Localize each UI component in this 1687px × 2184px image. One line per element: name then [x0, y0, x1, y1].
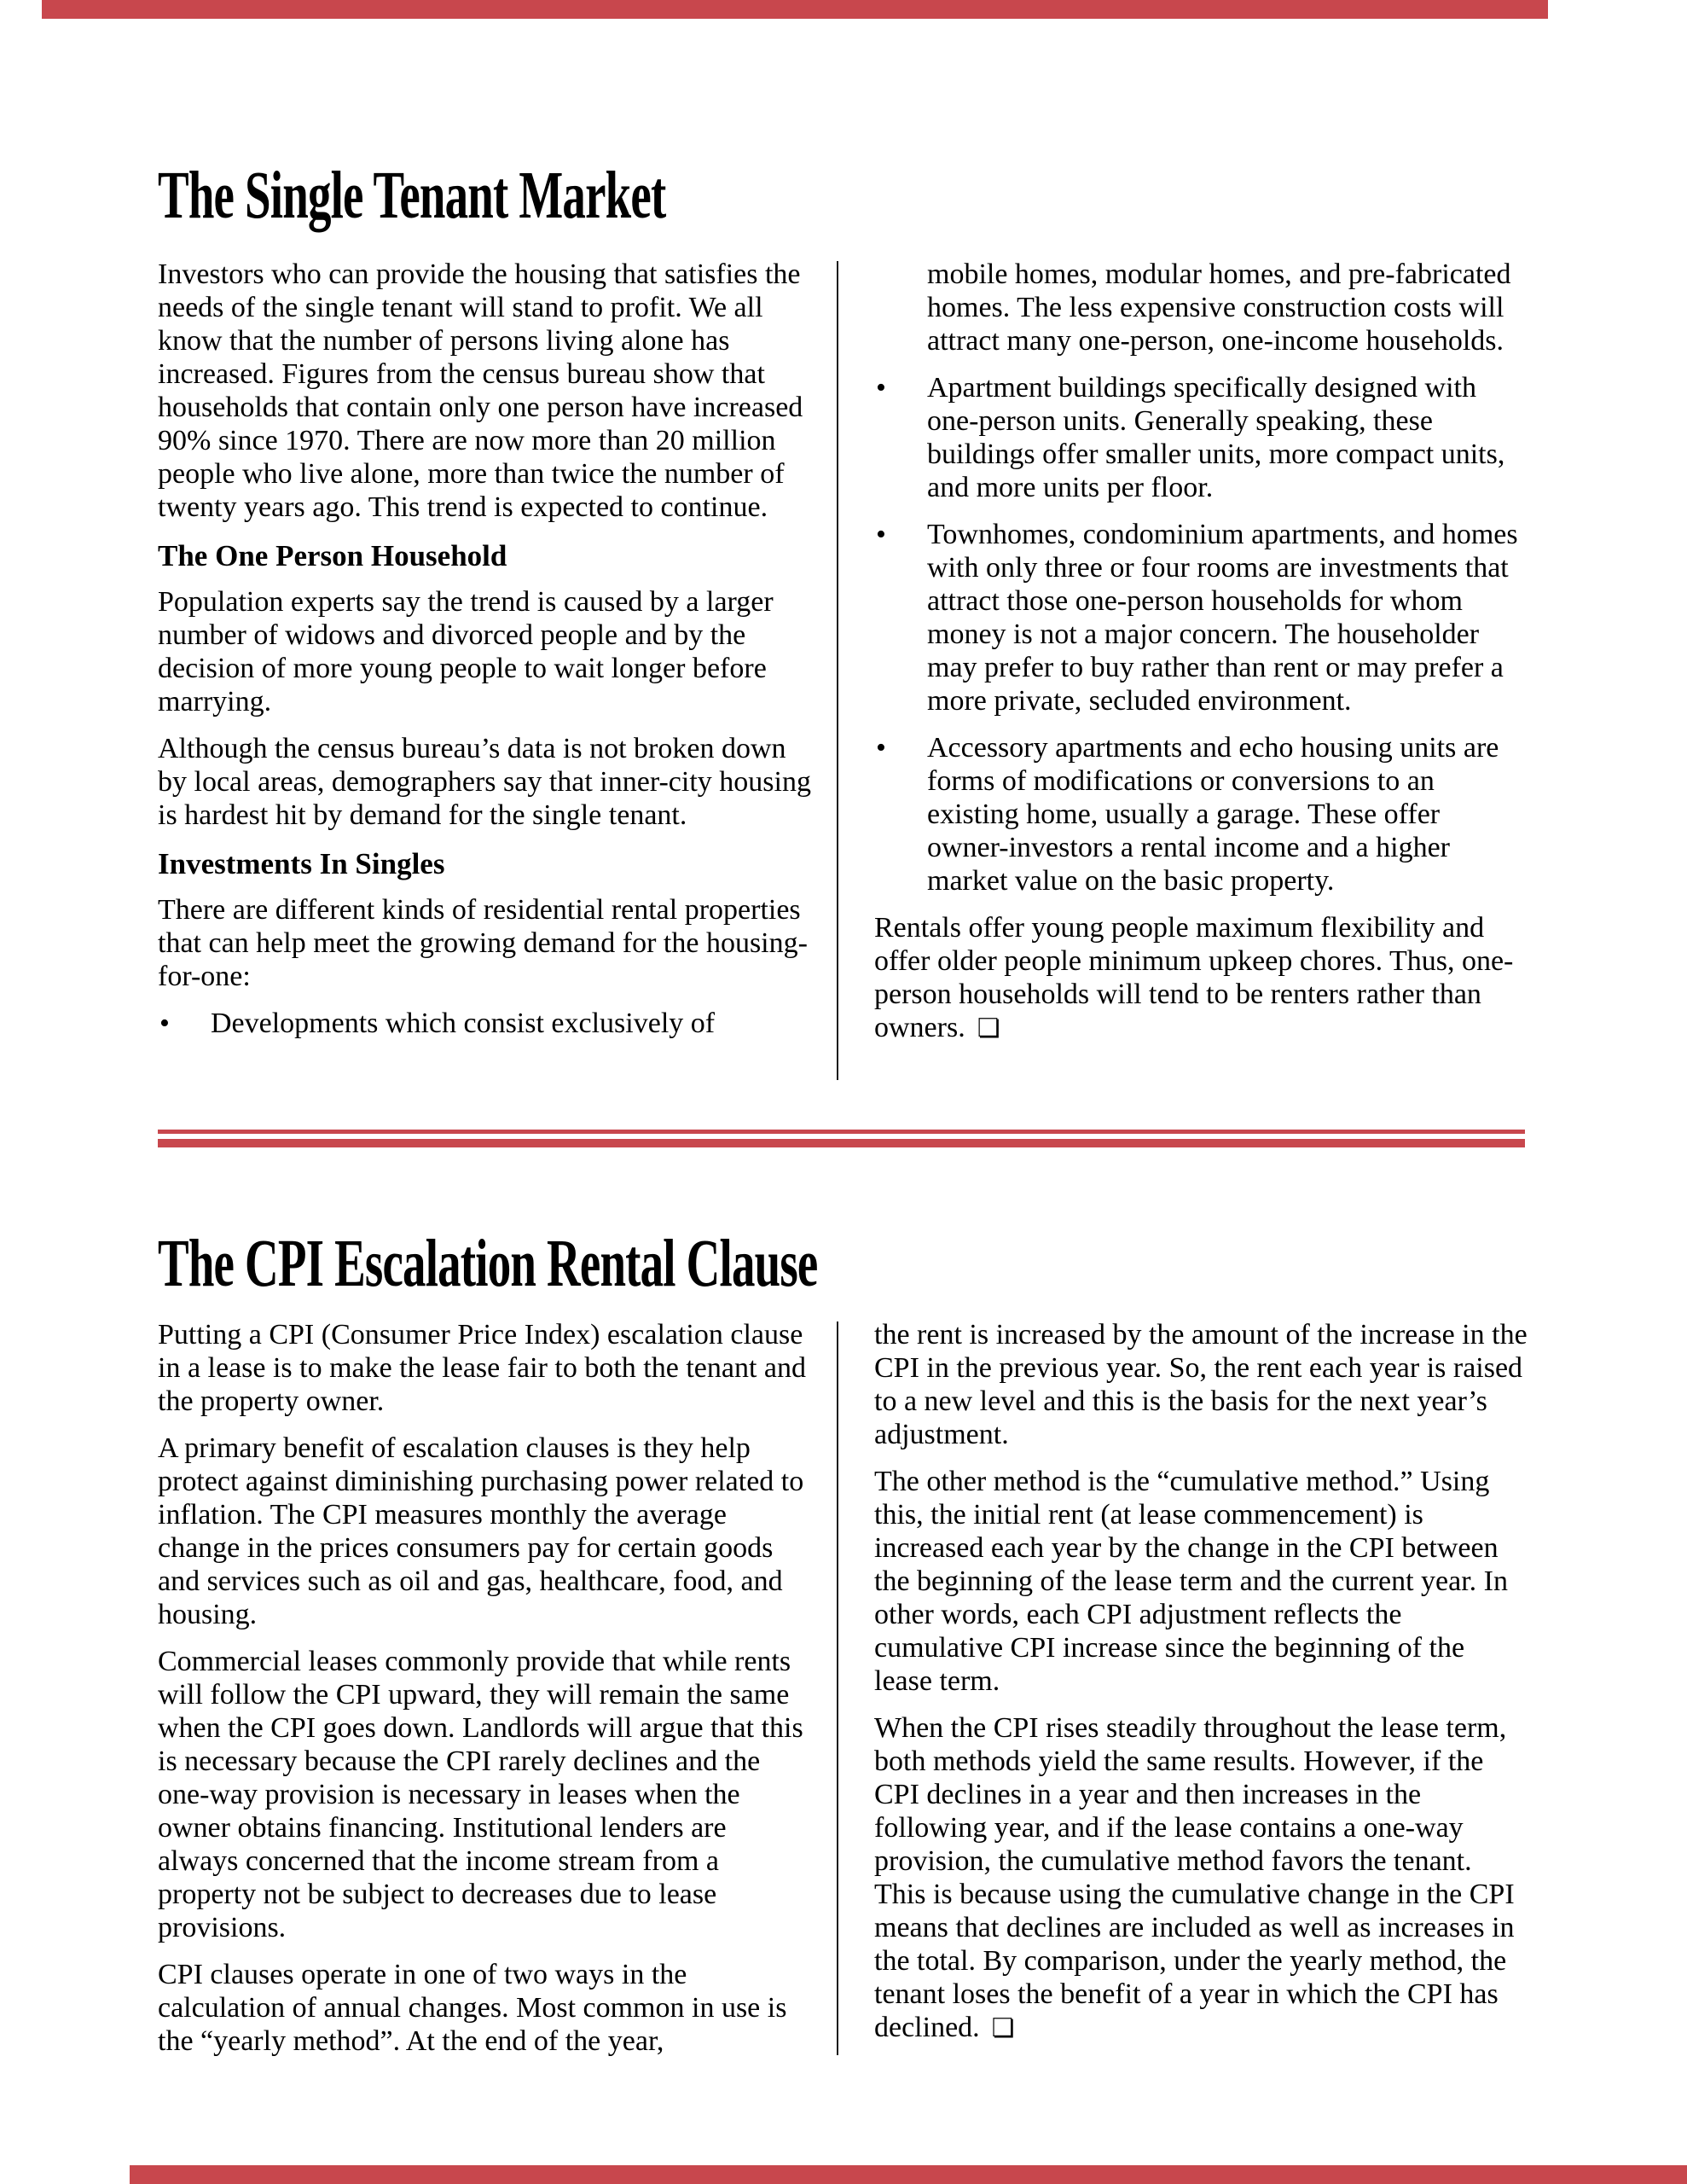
- paragraph-text: A primary benefit of escalation clauses is they help protect against diminishing purchasing power related to inflation. The CPI measures monthly the average change in the prices consumers pay for certain goods and services such as oil and gas, healthcare, food, and housing.: [158, 1432, 804, 1630]
- paragraph: [874, 1711, 1528, 2045]
- bullet-text: mobile homes, modular homes, and pre-fabricated homes. The less expensive construction costs will attract many one-person, one-income households.: [927, 258, 1511, 357]
- article-end-mark: ❏: [977, 1014, 1000, 1043]
- paragraph-text: Commercial leases commonly provide that while rents will follow the CPI upward, they will remain the same when the CPI goes down. Landlords will argue that this is necessary because the CPI rarely declines and the one-way provision is necessary in leases when the owner obtains financing. Institutional lenders are always concerned that the income stream from a property not be subject to decreases due to lease provisions.: [158, 1646, 803, 1943]
- paragraph: [874, 1465, 1528, 1698]
- paragraph: [158, 585, 811, 718]
- bullet-text: Developments which consist exclusively of: [211, 1008, 716, 1039]
- section-heading: Investments In Singles: [158, 847, 445, 880]
- paragraph: [158, 732, 811, 832]
- article-1-right-column: [874, 258, 1528, 1059]
- bullet-item: [158, 1007, 811, 1040]
- article-1-left-column: [158, 258, 811, 1054]
- paragraph: [874, 911, 1528, 1045]
- bullet-text: Apartment buildings specifically designed with one-person units. Generally speaking, these buildings offer smaller units, more compact units, and more units per floor.: [927, 372, 1505, 503]
- paragraph: [158, 258, 811, 524]
- top-accent-bar: [42, 0, 1548, 19]
- paragraph-text: The other method is the “cumulative method.” Using this, the initial rent (at lease commencement) is increased each year by the change in the CPI between the beginning of the lease term and the current year. In other words, each CPI adjustment reflects the cumulative CPI increase since the beginning of the lease term.: [874, 1466, 1508, 1697]
- bullet-continuation: [874, 258, 1528, 357]
- bullet-marker: •: [159, 1008, 170, 1039]
- bullet-marker: •: [876, 732, 886, 764]
- bullet-text: Townhomes, condominium apartments, and homes with only three or four rooms are investments that attract those one-person households for whom money is not a major concern. The householder may prefer to buy rather than rent or may prefer a more private, secluded environment.: [927, 519, 1518, 717]
- paragraph: [158, 1318, 811, 1418]
- paragraph-text: Population experts say the trend is caused by a larger number of widows and divorced people and by the decision of more young people to wait longer before marrying.: [158, 586, 774, 717]
- paragraph-text: Putting a CPI (Consumer Price Index) escalation clause in a lease is to make the lease fair to both the tenant and the property owner.: [158, 1319, 807, 1417]
- paragraph: [158, 1432, 811, 1631]
- paragraph: [158, 1958, 811, 2058]
- bullet-marker: •: [876, 372, 886, 404]
- article-2-right-column: [874, 1318, 1528, 2059]
- article-2-left-column: [158, 1318, 811, 2071]
- paragraph-text: CPI clauses operate in one of two ways in the calculation of annual changes. Most common in use is the “yearly method”. At the end of the year,: [158, 1959, 787, 2057]
- paragraph-text: When the CPI rises steadily throughout the lease term, both methods yield the same results. However, if the CPI declines in a year and then increases in the following year, and if the lease contains a one-way provision, the cumulative method favors the tenant. This is because using the cumulative change in the CPI means that declines are included as well as increases in the total. By comparison, under the yearly method, the tenant loses the benefit of a year in which the CPI has declined.: [874, 1712, 1515, 2043]
- article-end-mark: ❏: [991, 2014, 1015, 2042]
- section-heading: The One Person Household: [158, 539, 507, 572]
- bullet-marker: •: [876, 519, 886, 550]
- paragraph-text: Rentals offer young people maximum flexibility and offer older people minimum upkeep chores. Thus, one-person households will tend to be renters rather than owners.: [874, 912, 1514, 1043]
- paragraph-text: Investors who can provide the housing that satisfies the needs of the single tenant will stand to profit. We all know that the number of persons living alone has increased. Figures from the census bureau show that households that contain only one person have increased 90% since 1970. There are now more than 20 million people who live alone, more than twice the number of twenty years ago. This trend is expected to continue.: [158, 258, 803, 523]
- section-divider-double-rule: [158, 1130, 1525, 1147]
- article-2-title: The CPI Escalation Rental Clause: [158, 1226, 818, 1301]
- paragraph-text: the rent is increased by the amount of the increase in the CPI in the previous year. So, the rent each year is raised to a new level and this is the basis for the next year’s adjustment.: [874, 1319, 1528, 1450]
- article-1-column-divider: [837, 261, 838, 1080]
- paragraph: [874, 1318, 1528, 1451]
- article-1-title: The Single Tenant Market: [158, 158, 666, 233]
- bullet-item: [874, 518, 1528, 717]
- divider-thick-rule: [158, 1139, 1525, 1147]
- paragraph-text: Although the census bureau’s data is not broken down by local areas, demographers say that inner-city housing is hardest hit by demand for the single tenant.: [158, 733, 811, 831]
- paragraph-text: There are different kinds of residential rental properties that can help meet the growing demand for the housing-for-one:: [158, 894, 808, 992]
- bullet-text: Accessory apartments and echo housing units are forms of modifications or conversions to an existing home, usually a garage. These offer owner-investors a rental income and a higher market value on the basic property.: [927, 732, 1499, 897]
- paragraph: [158, 1645, 811, 1944]
- bullet-item: [874, 371, 1528, 504]
- article-2-column-divider: [837, 1321, 838, 2055]
- bottom-accent-bar: [130, 2165, 1687, 2184]
- bullet-item: [874, 731, 1528, 897]
- paragraph: [158, 893, 811, 993]
